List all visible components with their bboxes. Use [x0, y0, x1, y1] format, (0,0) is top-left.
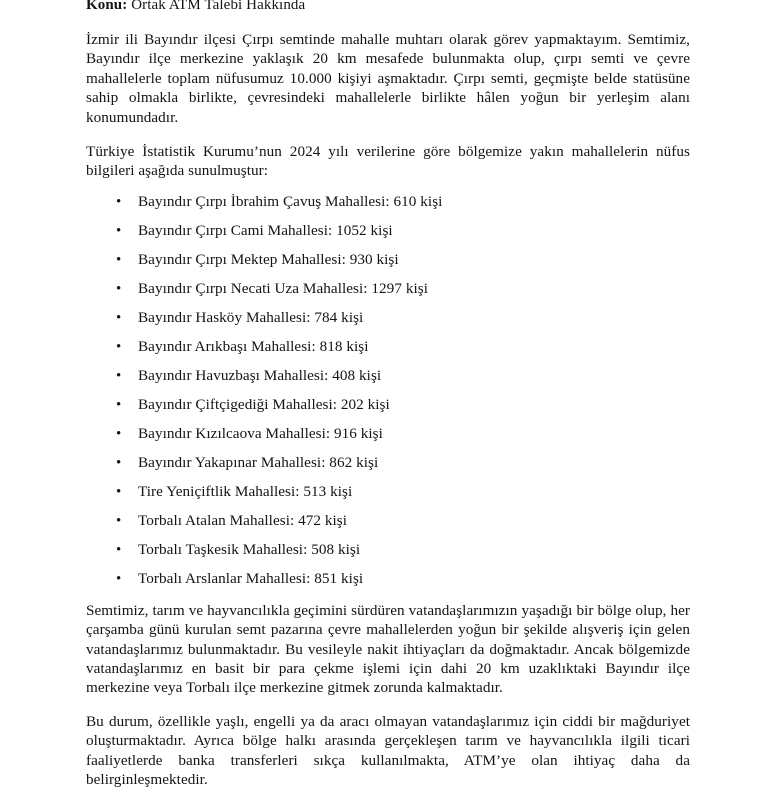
- list-item-label: Bayındır Arıkbaşı Mahallesi: 818 kişi: [138, 337, 369, 355]
- bullet-icon: •: [116, 338, 122, 355]
- list-item-label: Bayındır Kızılcaova Mahallesi: 916 kişi: [138, 424, 383, 442]
- list-item-label: Torbalı Arslanlar Mahallesi: 851 kişi: [138, 569, 364, 587]
- document-body: [86, 0, 690, 790]
- list-item-label: Bayındır Çırpı İbrahim Çavuş Mahallesi: 610 kişi: [138, 192, 443, 210]
- bullet-icon: •: [116, 251, 122, 268]
- bullet-icon: •: [116, 541, 122, 558]
- bullet-icon: •: [116, 454, 122, 471]
- paragraph-market: Semtimiz, tarım ve hayvancılıkla geçimini sürdüren vatandaşlarımızın yaşadığı bir bölge olup, her çarşamba günü kurulan semt pazarına çevre mahallelerden yoğun bir şekilde alışveriş için gelen vatandaşlarımız bulunmaktadır. Bu vesileyle nakit ihtiyaçları da doğmaktadır. Ancak bölgemizde vatandaşlarımız en basit bir para çekme işlemi için dahi 20 km uzaklıktaki Bayındır ilçe merkezine veya Torbalı ilçe merkezine gitmek zorunda kalmaktadır.: [86, 601, 690, 697]
- paragraph-intro: İzmir ili Bayındır ilçesi Çırpı semtinde mahalle muhtarı olarak görev yapmaktayım. Semtimiz, Bayındır ilçe merkezine yaklaşık 20 km mesafede bulunmakta olup, çırpı semti ve çevre mahallelerle toplam nüfusumuz 10.000 kişiyi aşmaktadır. Çırpı semti, geçmişte belde statüsüne sahip olmakla birlikte, çevresindeki mahallelerle birlikte hâlen yoğun bir yerleşim alanı konumundadır.: [86, 31, 690, 126]
- list-item: [86, 541, 690, 559]
- list-item: [86, 483, 690, 501]
- bullet-icon: •: [116, 280, 122, 297]
- list-item: [86, 454, 690, 472]
- list-item-label: Bayındır Çırpı Mektep Mahallesi: 930 kişi: [138, 250, 399, 268]
- list-item-label: Bayındır Yakapınar Mahallesi: 862 kişi: [138, 453, 379, 471]
- list-item-label: Bayındır Çiftçigediği Mahallesi: 202 kişi: [138, 395, 390, 413]
- subject-line: [86, 0, 690, 14]
- list-item: [86, 280, 690, 298]
- subject-label: Konu:: [86, 0, 128, 13]
- list-item: [86, 309, 690, 327]
- list-item: [86, 570, 690, 588]
- bullet-icon: •: [116, 396, 122, 413]
- list-item-label: Torbalı Atalan Mahallesi: 472 kişi: [138, 511, 348, 529]
- list-item-label: Bayındır Çırpı Cami Mahallesi: 1052 kişi: [138, 221, 393, 239]
- paragraph-closing: Bu durum, özellikle yaşlı, engelli ya da aracı olmayan vatandaşlarımız için ciddi bir mağduriyet oluşturmaktadır. Ayrıca bölge halkı arasında gerçekleşen tarım ve hayvancılıkla ilgili ticari faaliyetlerde banka transferleri sıkça kullanılmakta, ATM’ye olan ihtiyaç daha da belirginleşmektedir.: [86, 712, 690, 789]
- list-item-label: Torbalı Taşkesik Mahallesi: 508 kişi: [138, 540, 361, 558]
- list-item-label: Bayındır Hasköy Mahallesi: 784 kişi: [138, 308, 364, 326]
- list-item: [86, 425, 690, 443]
- list-item: [86, 396, 690, 414]
- list-item: [86, 193, 690, 211]
- bullet-icon: •: [116, 425, 122, 442]
- list-item: [86, 367, 690, 385]
- list-item: [86, 251, 690, 269]
- list-item-label: Bayındır Havuzbaşı Mahallesi: 408 kişi: [138, 366, 382, 384]
- bullet-icon: •: [116, 570, 122, 587]
- bullet-icon: •: [116, 193, 122, 210]
- bullet-icon: •: [116, 512, 122, 529]
- population-list: [86, 193, 690, 588]
- list-item-label: Bayındır Çırpı Necati Uza Mahallesi: 1297 kişi: [138, 279, 428, 297]
- list-item: [86, 222, 690, 240]
- list-item-label: Tire Yeniçiftlik Mahallesi: 513 kişi: [138, 482, 353, 500]
- list-item: [86, 512, 690, 530]
- bullet-icon: •: [116, 222, 122, 239]
- bullet-icon: •: [116, 309, 122, 326]
- paragraph-statistics: Türkiye İstatistik Kurumu’nun 2024 yılı verilerine göre bölgemize yakın mahallelerin nüfus bilgileri aşağıda sunulmuştur:: [86, 143, 690, 180]
- list-item: [86, 338, 690, 356]
- bullet-icon: •: [116, 367, 122, 384]
- subject-value: Ortak ATM Talebi Hakkında: [131, 0, 306, 13]
- bullet-icon: •: [116, 483, 122, 500]
